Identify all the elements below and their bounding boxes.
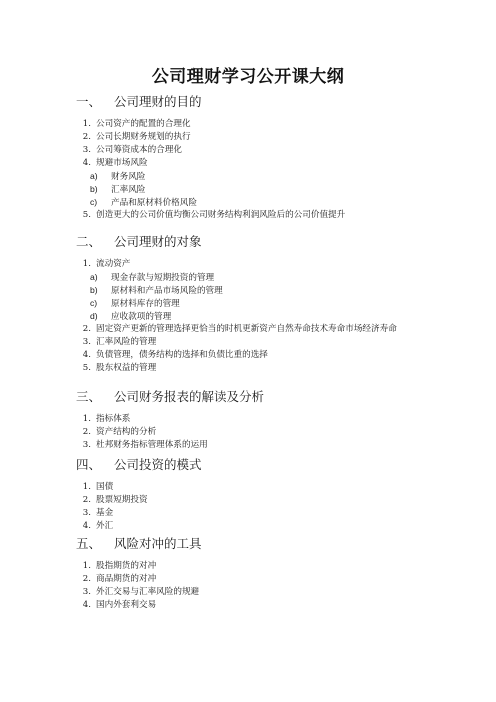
section-heading (76, 535, 476, 553)
item-text: 基金 (96, 508, 114, 518)
item-text: 汇率风险 (111, 185, 146, 195)
item-number: 3. (82, 440, 91, 450)
item-text: 固定资产更新的管理选择更恰当的时机更新资产自然寿命技术寿命市场经济寿命 (96, 324, 397, 334)
list-item (76, 258, 476, 271)
item-list (76, 118, 476, 222)
sub-list-item (76, 183, 476, 196)
item-text: 现金存款与短期投资的管理 (111, 273, 215, 283)
sub-list-item (76, 196, 476, 209)
item-number: 4. (82, 350, 91, 360)
list-item (76, 144, 476, 157)
item-text: 公司资产的配置的合理化 (96, 119, 191, 129)
item-number: 3. (82, 587, 91, 597)
item-list (76, 258, 476, 375)
item-letter: c) (90, 298, 98, 308)
list-item (76, 157, 476, 170)
item-letter: b) (90, 285, 98, 295)
section-heading (76, 233, 476, 251)
item-text: 创造更大的公司价值均衡公司财务结构利润风险后的公司价值提升 (96, 210, 346, 220)
item-text: 国债 (96, 482, 114, 492)
item-text: 外汇交易与汇率风险的规避 (96, 587, 200, 597)
list-item (76, 507, 476, 520)
item-number: 1. (82, 414, 91, 424)
item-number: 2. (82, 495, 91, 505)
list-item (76, 481, 476, 494)
section-title: 公司理财的目的 (114, 94, 202, 109)
section-purpose (76, 93, 476, 222)
item-number: 2. (82, 427, 91, 437)
list-item (76, 573, 476, 586)
item-text: 原材料库存的管理 (111, 299, 180, 309)
list-item (76, 209, 476, 222)
item-number: 1. (82, 482, 91, 492)
item-text: 杜邦财务指标管理体系的运用 (96, 440, 208, 450)
item-text: 流动资产 (96, 259, 131, 269)
item-number: 3. (82, 508, 91, 518)
item-number: 4. (82, 158, 91, 168)
list-item (76, 336, 476, 349)
item-text: 股东权益的管理 (96, 363, 157, 373)
list-item (76, 599, 476, 612)
section-number: 四、 (76, 457, 102, 472)
item-number: 4. (82, 521, 91, 531)
item-number: 2. (82, 574, 91, 584)
list-item (76, 439, 476, 452)
item-text: 股指期货的对冲 (96, 561, 157, 571)
item-number: 4. (82, 600, 91, 610)
item-text: 国内外套利交易 (96, 600, 157, 610)
section-title: 公司理财的对象 (114, 234, 202, 249)
section-hedging (76, 535, 476, 612)
section-number: 二、 (76, 234, 102, 249)
item-text: 负债管理，债务结构的选择和负债比重的选择 (96, 350, 268, 360)
section-heading (76, 93, 476, 111)
item-text: 公司筹资成本的合理化 (96, 145, 182, 155)
item-text: 资产结构的分析 (96, 427, 157, 437)
list-item (76, 349, 476, 362)
item-text: 财务风险 (111, 172, 146, 182)
item-text: 指标体系 (96, 414, 131, 424)
item-letter: c) (90, 197, 98, 207)
sub-list-item (76, 271, 476, 284)
item-text: 公司长期财务规划的执行 (96, 132, 191, 142)
sub-list-item (76, 310, 476, 323)
list-item (76, 118, 476, 131)
sub-list-item (76, 284, 476, 297)
section-heading (76, 456, 476, 474)
item-list (76, 481, 476, 533)
list-item (76, 586, 476, 599)
list-item (76, 520, 476, 533)
item-text: 汇率风险的管理 (96, 337, 157, 347)
section-title: 风险对冲的工具 (114, 536, 202, 551)
sub-list-item (76, 297, 476, 310)
section-heading (76, 388, 476, 406)
section-number: 五、 (76, 536, 102, 551)
item-list (76, 560, 476, 612)
list-item (76, 362, 476, 375)
item-text: 规避市场风险 (96, 158, 148, 168)
item-number: 2. (82, 324, 91, 334)
item-number: 3. (82, 337, 91, 347)
section-title: 公司投资的模式 (114, 457, 202, 472)
list-item (76, 131, 476, 144)
item-number: 5. (82, 210, 91, 220)
item-letter: a) (90, 171, 98, 181)
list-item (76, 426, 476, 439)
item-number: 3. (82, 145, 91, 155)
item-text: 股票短期投资 (96, 495, 148, 505)
item-number: 5. (82, 363, 91, 373)
list-item (76, 413, 476, 426)
section-objects (76, 233, 476, 375)
item-number: 1. (82, 119, 91, 129)
section-title: 公司财务报表的解读及分析 (114, 389, 265, 404)
item-text: 商品期货的对冲 (96, 574, 157, 584)
list-item (76, 323, 476, 336)
item-letter: b) (90, 184, 98, 194)
item-text: 产品和原材料价格风险 (111, 198, 197, 208)
item-text: 原材料和产品市场风险的管理 (111, 286, 223, 296)
item-list (76, 413, 476, 452)
item-letter: d) (90, 311, 98, 321)
section-number: 三、 (76, 389, 102, 404)
item-letter: a) (90, 272, 98, 282)
item-text: 外汇 (96, 521, 114, 531)
sub-list-item (76, 170, 476, 183)
document-title: 公司理财学习公开课大纲 (151, 67, 345, 87)
list-item (76, 560, 476, 573)
section-investment (76, 456, 476, 533)
list-item (76, 494, 476, 507)
section-number: 一、 (76, 94, 102, 109)
item-number: 1. (82, 561, 91, 571)
item-number: 2. (82, 132, 91, 142)
item-number: 1. (82, 259, 91, 269)
item-text: 应收款项的管理 (111, 312, 172, 322)
section-statements (76, 388, 476, 452)
